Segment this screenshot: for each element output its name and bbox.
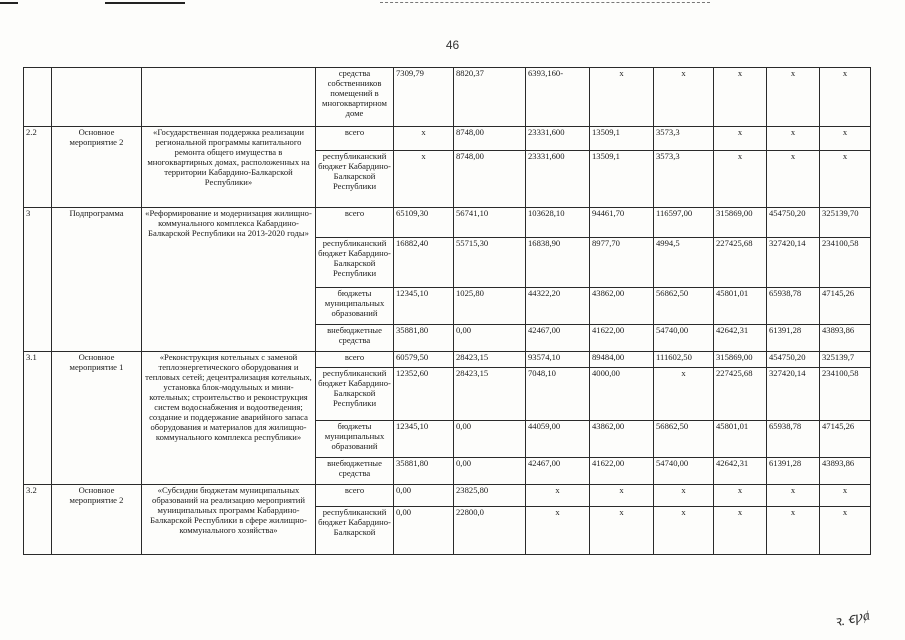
value-cell: 3573,3 (654, 151, 714, 208)
value-cell: 28423,15 (454, 352, 526, 368)
funding-source: бюджеты муниципальных образований (316, 288, 394, 325)
value-cell: 93574,10 (526, 352, 590, 368)
value-cell: 4000,00 (590, 368, 654, 421)
value-cell: 43893,86 (820, 458, 871, 485)
value-cell: 327420,14 (767, 238, 820, 288)
value-cell: х (767, 151, 820, 208)
funding-source: бюджеты муниципальных образований (316, 421, 394, 458)
value-cell: 55715,30 (454, 238, 526, 288)
value-cell: 325139,70 (820, 208, 871, 238)
row-name: «Реформирование и модернизация жилищно-коммунального комплекса Кабардино-Балкарской Республики на 2013-2020 годы» (142, 208, 316, 352)
value-cell: 315869,00 (714, 208, 767, 238)
value-cell: 12345,10 (394, 421, 454, 458)
value-cell: х (820, 68, 871, 127)
value-cell: 47145,26 (820, 288, 871, 325)
value-cell: 227425,68 (714, 368, 767, 421)
value-cell: х (654, 68, 714, 127)
value-cell: х (654, 507, 714, 555)
value-cell: 47145,26 (820, 421, 871, 458)
top-border-line (0, 2, 18, 4)
value-cell: х (820, 507, 871, 555)
row-type (52, 68, 142, 127)
table-row (24, 208, 871, 238)
value-cell: х (767, 485, 820, 507)
value-cell: 44322,20 (526, 288, 590, 325)
value-cell: 89484,00 (590, 352, 654, 368)
value-cell: х (767, 127, 820, 151)
value-cell: х (714, 151, 767, 208)
value-cell: 54740,00 (654, 325, 714, 352)
value-cell: 60579,50 (394, 352, 454, 368)
value-cell: 454750,20 (767, 208, 820, 238)
row-number: 2.2 (24, 127, 52, 208)
value-cell: 56862,50 (654, 421, 714, 458)
value-cell: 227425,68 (714, 238, 767, 288)
page-number: 46 (445, 38, 460, 52)
value-cell: 65938,78 (767, 288, 820, 325)
value-cell: х (767, 68, 820, 127)
value-cell: х (526, 507, 590, 555)
value-cell: 42467,00 (526, 458, 590, 485)
row-type: Основное мероприятие 2 (52, 485, 142, 555)
value-cell: 56741,10 (454, 208, 526, 238)
value-cell: 327420,14 (767, 368, 820, 421)
table-row (24, 68, 871, 127)
value-cell: 43893,86 (820, 325, 871, 352)
value-cell: 22800,0 (454, 507, 526, 555)
top-dashed-line (380, 2, 710, 4)
value-cell: х (767, 507, 820, 555)
value-cell: 16838,90 (526, 238, 590, 288)
value-cell: 23331,600 (526, 151, 590, 208)
value-cell: х (654, 368, 714, 421)
value-cell: х (526, 485, 590, 507)
value-cell: 8820,37 (454, 68, 526, 127)
funding-source: республиканский бюджет Кабардино-Балкарской (316, 507, 394, 555)
value-cell: 23331,600 (526, 127, 590, 151)
value-cell: 42642,31 (714, 325, 767, 352)
value-cell: 61391,28 (767, 458, 820, 485)
value-cell: 116597,00 (654, 208, 714, 238)
row-number: 3.1 (24, 352, 52, 485)
value-cell: 234100,58 (820, 238, 871, 288)
value-cell: 0,00 (454, 421, 526, 458)
value-cell: х (590, 68, 654, 127)
funding-source: средства собственников помещений в многоквартирном доме (316, 68, 394, 127)
funding-source: республиканский бюджет Кабардино-Балкарской Республики (316, 238, 394, 288)
value-cell: 61391,28 (767, 325, 820, 352)
funding-source: внебюджетные средства (316, 458, 394, 485)
row-name (142, 68, 316, 127)
value-cell: 315869,00 (714, 352, 767, 368)
value-cell: 6393,160- (526, 68, 590, 127)
value-cell: 12345,10 (394, 288, 454, 325)
value-cell: 8748,00 (454, 127, 526, 151)
row-number: 3 (24, 208, 52, 352)
value-cell: х (394, 151, 454, 208)
funding-source: всего (316, 485, 394, 507)
value-cell: 42467,00 (526, 325, 590, 352)
value-cell: 7309,79 (394, 68, 454, 127)
row-type: Основное мероприятие 2 (52, 127, 142, 208)
value-cell: х (820, 485, 871, 507)
value-cell: х (394, 127, 454, 151)
top-border-line (105, 2, 185, 4)
value-cell: 8748,00 (454, 151, 526, 208)
value-cell: 44059,00 (526, 421, 590, 458)
value-cell: 0,00 (454, 325, 526, 352)
value-cell: х (714, 507, 767, 555)
budget-table (23, 67, 871, 555)
value-cell: 94461,70 (590, 208, 654, 238)
row-type: Подпрограмма (52, 208, 142, 352)
funding-source: всего (316, 208, 394, 238)
value-cell: 454750,20 (767, 352, 820, 368)
value-cell: х (590, 507, 654, 555)
value-cell: х (654, 485, 714, 507)
value-cell: 7048,10 (526, 368, 590, 421)
value-cell: 45801,01 (714, 421, 767, 458)
table-row (24, 127, 871, 151)
funding-source: республиканский бюджет Кабардино-Балкарской Республики (316, 151, 394, 208)
value-cell: 35881,80 (394, 325, 454, 352)
value-cell: 234100,58 (820, 368, 871, 421)
value-cell: 45801,01 (714, 288, 767, 325)
value-cell: 8977,70 (590, 238, 654, 288)
funding-source: всего (316, 352, 394, 368)
funding-source: внебюджетные средства (316, 325, 394, 352)
row-number: 3.2 (24, 485, 52, 555)
value-cell: 42642,31 (714, 458, 767, 485)
value-cell: 0,00 (394, 485, 454, 507)
table-row (24, 352, 871, 368)
value-cell: 0,00 (394, 507, 454, 555)
value-cell: х (714, 485, 767, 507)
row-name: «Реконструкция котельных с заменой теплоэнергетического оборудования и тепловых сетей; децентрализация котельных, установка блок-модульных и мини-котельных; строительство и реконструкция систем водоснабжения и водоотведения; создание и поддержание аварийного запаса оборудования и материалов для жилищно-коммунального комплекса республики» (142, 352, 316, 485)
value-cell: х (714, 68, 767, 127)
value-cell: 56862,50 (654, 288, 714, 325)
value-cell: 103628,10 (526, 208, 590, 238)
value-cell: 35881,80 (394, 458, 454, 485)
value-cell: 111602,50 (654, 352, 714, 368)
row-type: Основное мероприятие 1 (52, 352, 142, 485)
value-cell: 41622,00 (590, 325, 654, 352)
value-cell: 325139,7 (820, 352, 871, 368)
row-name: «Субсидии бюджетам муниципальных образований на реализацию мероприятий муниципальных программ Кабардино-Балкарской Республики в сфере жилищно-коммунального хозяйства» (142, 485, 316, 555)
value-cell: 1025,80 (454, 288, 526, 325)
value-cell: 13509,1 (590, 151, 654, 208)
value-cell: 4994,5 (654, 238, 714, 288)
value-cell: х (820, 151, 871, 208)
table-row (24, 485, 871, 507)
value-cell: 43862,00 (590, 421, 654, 458)
value-cell: х (590, 485, 654, 507)
value-cell: х (820, 127, 871, 151)
value-cell: 0,00 (454, 458, 526, 485)
value-cell: 3573,3 (654, 127, 714, 151)
value-cell: 54740,00 (654, 458, 714, 485)
value-cell: 41622,00 (590, 458, 654, 485)
value-cell: 23825,80 (454, 485, 526, 507)
value-cell: 65109,30 (394, 208, 454, 238)
funding-source: всего (316, 127, 394, 151)
value-cell: 12352,60 (394, 368, 454, 421)
row-name: «Государственная поддержка реализации региональной программы капитального ремонта общего имущества в многоквартирных домах, расположенных на территории Кабардино-Балкарской Республики» (142, 127, 316, 208)
value-cell: 28423,15 (454, 368, 526, 421)
handwritten-signature: ꝛ. ꞓꝩⱥ (833, 608, 872, 631)
funding-source: республиканский бюджет Кабардино-Балкарской Республики (316, 368, 394, 421)
value-cell: 16882,40 (394, 238, 454, 288)
value-cell: 65938,78 (767, 421, 820, 458)
value-cell: 13509,1 (590, 127, 654, 151)
value-cell: х (714, 127, 767, 151)
value-cell: 43862,00 (590, 288, 654, 325)
row-number (24, 68, 52, 127)
